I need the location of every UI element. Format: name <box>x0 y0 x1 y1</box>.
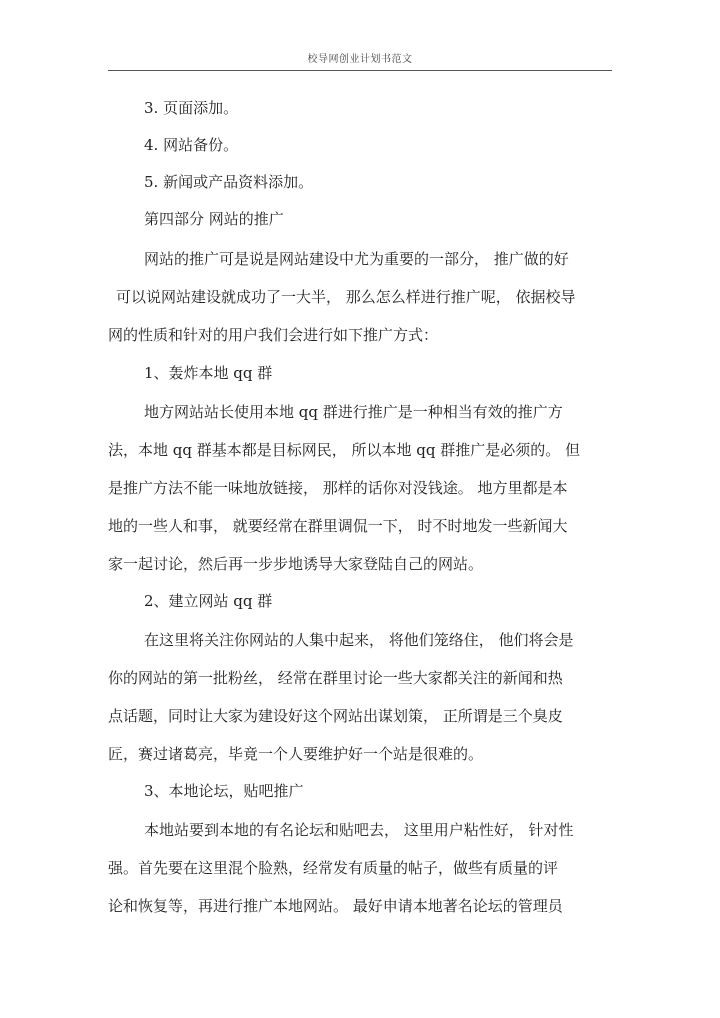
paragraph-line: 地方网站站长使用本地 qq 群进行推广是一种相当有效的推广方 <box>144 403 563 421</box>
subheading: 2、建立网站 qq 群 <box>144 592 273 610</box>
paragraph-line: 匠，赛过诸葛亮，毕竟一个人要维护好一个站是很难的。 <box>108 745 484 763</box>
paragraph-line: 是推广方法不能一味地放链接， 那样的话你对没钱途。 地方里都是本 <box>108 479 568 497</box>
paragraph-line: 网站的推广可是说是网站建设中尤为重要的一部分， 推广做的好 <box>144 250 569 268</box>
paragraph-line: 在这里将关注你网站的人集中起来， 将他们笼络住， 他们将会是 <box>144 631 574 649</box>
paragraph-line: 地的一些人和事， 就要经常在群里调侃一下， 时不时地发一些新闻大 <box>108 517 568 535</box>
paragraph-line: 可以说网站建设就成功了一大半， 那么怎么样进行推广呢， 依据校导 <box>116 288 576 306</box>
paragraph-line: 本地站要到本地的有名论坛和贴吧去， 这里用户粘性好， 针对性 <box>144 821 574 839</box>
header-divider <box>108 70 612 71</box>
paragraph-line: 点话题，同时让大家为建设好这个网站出谋划策， 正所谓是三个臭皮 <box>108 707 563 725</box>
list-item-page-add: 3. 页面添加。 <box>144 99 239 117</box>
paragraph-line: 论和恢复等，再进行推广本地网站。 最好申请本地著名论坛的管理员 <box>108 897 563 915</box>
page-header: 校导网创业计划书范文 <box>307 54 413 65</box>
paragraph-line: 法，本地 qq 群基本都是目标网民， 所以本地 qq 群推广是必须的。 但 <box>108 441 581 459</box>
paragraph-line: 强。首先要在这里混个脸熟，经常发有质量的帖子，做些有质量的评 <box>108 859 559 877</box>
subheading: 1、轰炸本地 qq 群 <box>144 364 273 382</box>
section-heading: 第四部分 网站的推广 <box>144 210 284 228</box>
list-item-news-add: 5. 新闻或产品资料添加。 <box>144 173 314 191</box>
paragraph-line: 网的性质和针对的用户我们会进行如下推广方式： <box>108 326 439 344</box>
list-item-site-backup: 4. 网站备份。 <box>144 136 239 154</box>
paragraph-line: 家一起讨论，然后再一步步地诱导大家登陆自己的网站。 <box>108 555 484 573</box>
subheading: 3、本地论坛，贴吧推广 <box>144 782 304 800</box>
paragraph-line: 你的网站的第一批粉丝， 经常在群里讨论一些大家都关注的新闻和热 <box>108 669 563 687</box>
